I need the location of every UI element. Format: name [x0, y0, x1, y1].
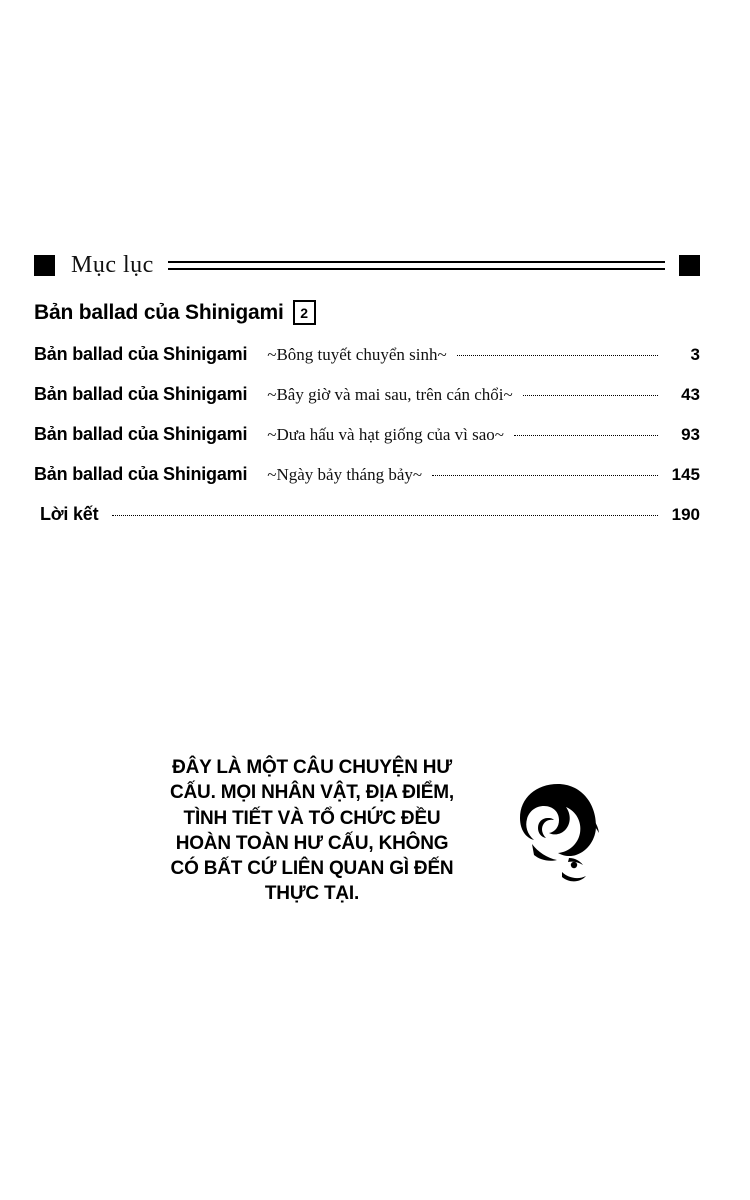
toc-entry-subtitle: ~Bây giờ và mai sau, trên cán chổi~: [267, 385, 513, 404]
toc-entry-page: 145: [671, 465, 700, 484]
toc-entry-page: 93: [681, 425, 700, 444]
disclaimer-text: ĐÂY LÀ MỘT CÂU CHUYỆN HƯ CẤU. MỌI NHÂN VẬT, ĐỊA ĐIỂM, TÌNH TIẾT VÀ TỔ CHỨC ĐỀU HOÀN TOÀN HƯ CẤU, KHÔNG CÓ BẤT CỨ LIÊN QUAN GÌ ĐẾN THỰC TẠI.: [170, 757, 454, 905]
toc-leader-dots: [112, 515, 658, 516]
toc-entry-title: Bản ballad của Shinigami: [34, 464, 248, 484]
toc-leader-dots: [432, 475, 658, 476]
toc-entry-subtitle: ~Bông tuyết chuyển sinh~: [267, 345, 447, 364]
toc-header: [34, 248, 700, 282]
toc-entry-title: Bản ballad của Shinigami: [34, 344, 248, 364]
toc-entry[interactable]: [34, 464, 700, 504]
toc-entry[interactable]: [34, 504, 700, 544]
toc-leader-dots: [514, 435, 658, 436]
volume-number-badge: 2: [293, 300, 316, 325]
toc-entry-page: 3: [690, 345, 700, 364]
toc-entry[interactable]: [34, 424, 700, 464]
toc-entry-subtitle: ~Dưa hấu và hạt giống của vì sao~: [267, 425, 504, 444]
toc-list: [34, 344, 700, 544]
toc-entry-title: Bản ballad của Shinigami: [34, 424, 248, 444]
toc-entry-page: 190: [671, 505, 700, 524]
toc-entry-page: 43: [681, 385, 700, 404]
toc-entry-title: Bản ballad của Shinigami: [34, 384, 248, 404]
page-title: Mục lục: [71, 251, 154, 278]
filled-square-icon-right: [679, 255, 700, 276]
volume-title: Bản ballad của Shinigami: [34, 300, 284, 324]
toc-entry-title: Lời kết: [40, 504, 99, 524]
swirl-face-logo-icon: [514, 782, 608, 886]
toc-leader-dots: [457, 355, 658, 356]
volume-heading: [34, 300, 316, 325]
header-rule-divider: [168, 261, 665, 270]
toc-leader-dots: [523, 395, 658, 396]
toc-entry-subtitle: ~Ngày bảy tháng bảy~: [267, 465, 423, 484]
filled-square-icon-left: [34, 255, 55, 276]
toc-entry[interactable]: [34, 344, 700, 384]
toc-entry[interactable]: [34, 384, 700, 424]
